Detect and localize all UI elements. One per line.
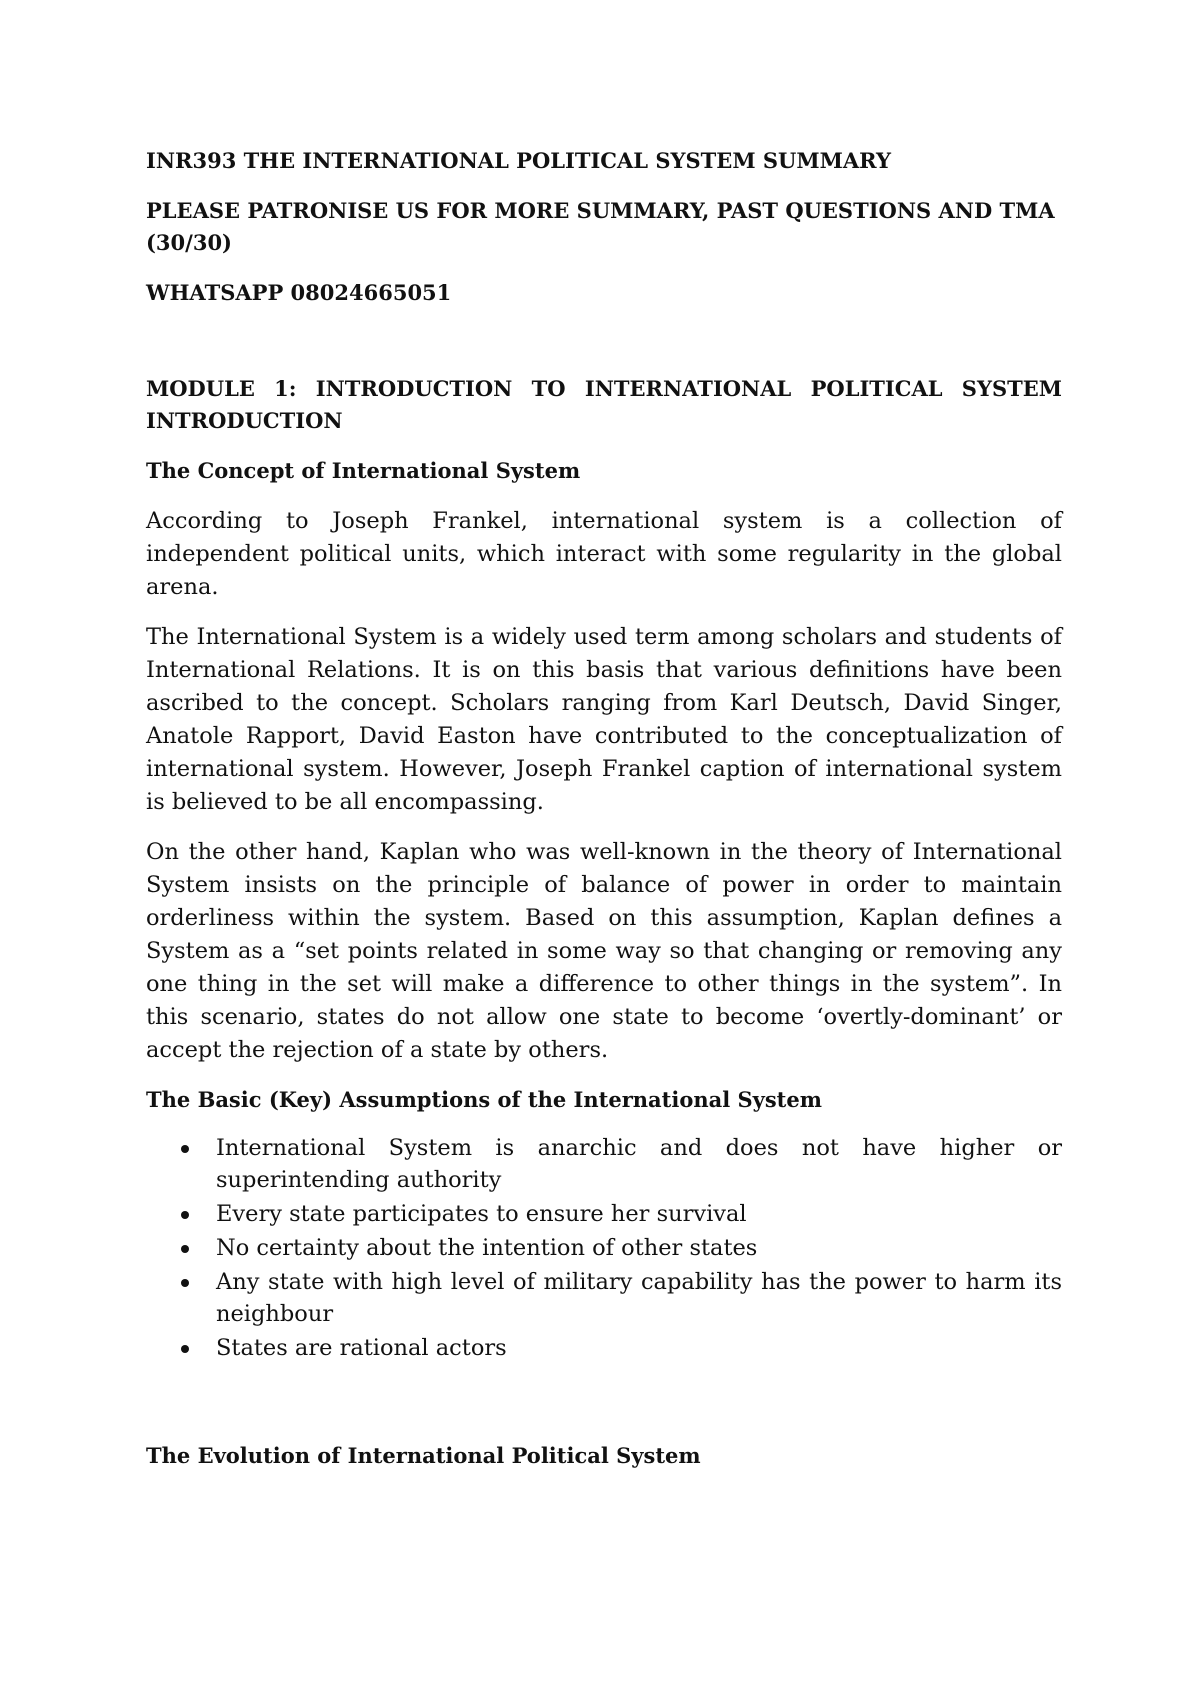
bullet-icon [181, 1245, 189, 1253]
bullet-icon [181, 1279, 189, 1287]
assumptions-list [146, 1132, 1062, 1364]
list-item-text: International System is anarchic and does not have higher or superintending authority [216, 1135, 1062, 1193]
list-item-text: States are rational actors [216, 1335, 507, 1361]
bullet-icon [181, 1211, 189, 1219]
paragraph-definitions: The International System is a widely used term among scholars and students of International Relations. It is on this basis that various definitions have been ascribed to the concept. Scholars ranging from Karl Deutsch, David Singer, Anatole Rapport, David Easton have contributed to the conceptualization of international system. However, Joseph Frankel caption of international system is believed to be all encompassing. [146, 624, 1062, 815]
paragraph-frankel: According to Joseph Frankel, international system is a collection of independent political units, which interact with some regularity in the global arena. [146, 508, 1062, 600]
promo-text: PLEASE PATRONISE US FOR MORE SUMMARY, PAST QUESTIONS AND TMA (30/30) [146, 198, 1055, 255]
list-item-text: Every state participates to ensure her survival [216, 1201, 747, 1227]
concept-heading: The Concept of International System [146, 458, 581, 483]
whatsapp-contact: WHATSAPP 08024665051 [146, 280, 452, 305]
list-item [216, 1332, 1062, 1364]
bullet-icon [181, 1145, 189, 1153]
list-item-text: No certainty about the intention of other states [216, 1235, 758, 1261]
list-item [216, 1266, 1062, 1330]
list-item-text: Any state with high level of military capability has the power to harm its neighbour [216, 1269, 1062, 1327]
document-title: INR393 THE INTERNATIONAL POLITICAL SYSTEM SUMMARY [146, 148, 891, 173]
list-item [216, 1198, 1062, 1230]
list-item [216, 1232, 1062, 1264]
module-heading: MODULE 1: INTRODUCTION TO INTERNATIONAL POLITICAL SYSTEM INTRODUCTION [146, 376, 1062, 433]
list-item [216, 1132, 1062, 1196]
paragraph-kaplan: On the other hand, Kaplan who was well-known in the theory of International System insists on the principle of balance of power in order to maintain orderliness within the system. Based on this assumption, Kaplan defines a System as a “set points related in some way so that changing or removing any one thing in the set will make a difference to other things in the system”. In this scenario, states do not allow one state to become ‘overtly-dominant’ or accept the rejection of a state by others. [146, 839, 1062, 1063]
document-page [146, 145, 1062, 1472]
bullet-icon [181, 1345, 189, 1353]
evolution-heading: The Evolution of International Political System [146, 1443, 701, 1468]
assumptions-heading: The Basic (Key) Assumptions of the International System [146, 1087, 822, 1112]
